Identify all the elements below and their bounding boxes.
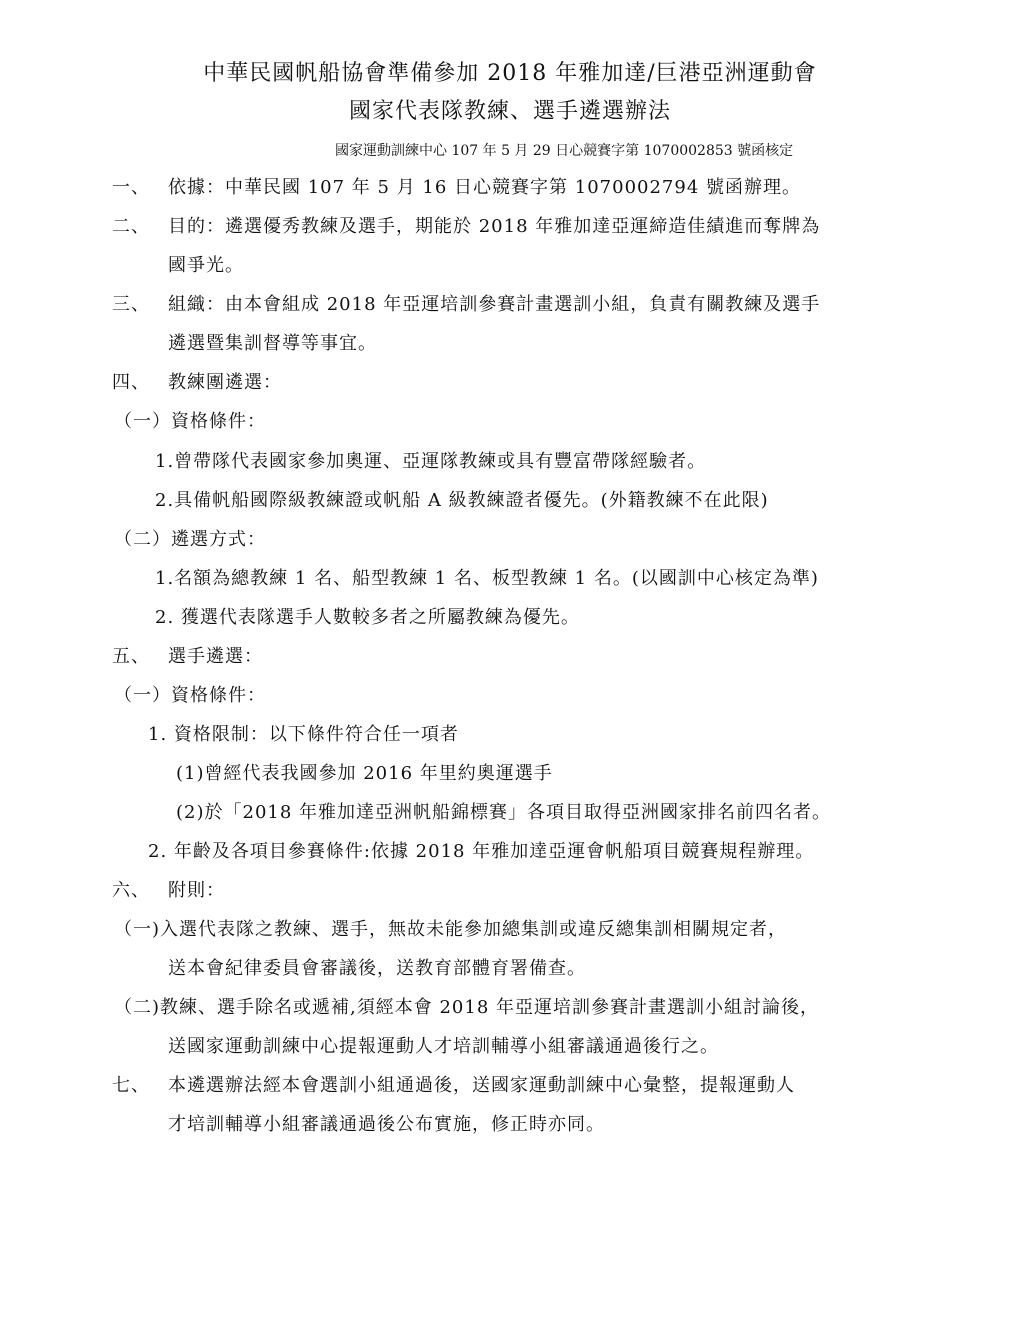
section-4-sub-2-item-1: 1.名額為總教練 1 名、船型教練 1 名、板型教練 1 名。(以國訓中心核定為準)	[155, 568, 819, 589]
section-4-sub-2-label: （二）遴選方式：	[114, 529, 266, 550]
section-5-item-1b: (2)於「2018 年雅加達亞洲帆船錦標賽」各項目取得亞洲國家排名前四名者。	[176, 802, 832, 823]
section-6-number: 六、	[112, 880, 150, 901]
section-2	[112, 215, 820, 239]
section-5-number: 五、	[112, 646, 150, 667]
section-2-continuation: 國爭光。	[168, 255, 244, 276]
section-3-continuation: 遴選暨集訓督導等事宜。	[168, 333, 377, 354]
section-4	[112, 371, 282, 395]
section-6-paragraph-2: （二)教練、選手除名或遞補,須經本會 2018 年亞運培訓參賽計畫選訓小組討論後，	[114, 997, 819, 1018]
document-title-line-2: 國家代表隊教練、選手遴選辦法	[348, 99, 671, 124]
section-4-sub-2-item-2: 2. 獲選代表隊選手人數較多者之所屬教練為優先。	[155, 607, 580, 628]
section-4-sub-1-item-1: 1.曾帶隊代表國家參加奧運、亞運隊教練或具有豐富帶隊經驗者。	[155, 451, 707, 472]
section-5-item-1a: (1)曾經代表我國參加 2016 年里約奧運選手	[176, 763, 553, 784]
section-5-item-2: 2. 年齡及各項目參賽條件:依據 2018 年雅加達亞運會帆船項目競賽規程辦理。	[148, 841, 815, 862]
document-title-line-1: 中華民國帆船協會準備參加 2018 年雅加達/巨港亞洲運動會	[203, 61, 817, 86]
section-5-sub-1-label: （一）資格條件：	[114, 685, 266, 706]
section-3-number: 三、	[112, 294, 150, 315]
section-7-number: 七、	[112, 1075, 150, 1096]
section-3-text: 組織：由本會組成 2018 年亞運培訓參賽計畫選訓小組，負責有關教練及選手	[168, 294, 821, 315]
section-3	[112, 293, 820, 317]
section-5-item-1: 1. 資格限制：以下條件符合任一項者	[148, 724, 459, 745]
section-1-number: 一、	[112, 177, 150, 198]
section-6-paragraph-1: （一)入選代表隊之教練、選手，無故未能參加總集訓或違反總集訓相關規定者，	[114, 919, 788, 940]
section-4-sub-1-label: （一）資格條件：	[114, 411, 266, 432]
section-4-number: 四、	[112, 372, 150, 393]
section-7	[112, 1074, 795, 1098]
section-6-paragraph-1-continuation: 送本會紀律委員會審議後，送教育部體育署備查。	[168, 958, 586, 979]
approval-note: 國家運動訓練中心 107 年 5 月 29 日心競賽字第 1070002853 號函核定	[335, 143, 794, 159]
section-6-paragraph-2-continuation: 送國家運動訓練中心提報運動人才培訓輔導小組審議通過後行之。	[168, 1036, 719, 1057]
section-5	[112, 645, 263, 669]
section-5-text: 選手遴選：	[168, 646, 263, 667]
section-1-text: 依據：中華民國 107 年 5 月 16 日心競賽字第 1070002794 號函辦理。	[168, 177, 802, 198]
section-6	[112, 879, 225, 903]
section-7-continuation: 才培訓輔導小組審議通過後公布實施，修正時亦同。	[168, 1114, 605, 1135]
section-7-text: 本遴選辦法經本會選訓小組通過後，送國家運動訓練中心彙整，提報運動人	[168, 1075, 795, 1096]
section-1	[112, 176, 801, 200]
section-6-text: 附則：	[168, 880, 225, 901]
section-2-number: 二、	[112, 216, 150, 237]
section-4-sub-1-item-2: 2.具備帆船國際級教練證或帆船 A 級教練證者優先。(外籍教練不在此限)	[155, 490, 769, 511]
section-2-text: 目的：遴選優秀教練及選手，期能於 2018 年雅加達亞運締造佳績進而奪牌為	[168, 216, 821, 237]
section-4-text: 教練團遴選：	[168, 372, 282, 393]
